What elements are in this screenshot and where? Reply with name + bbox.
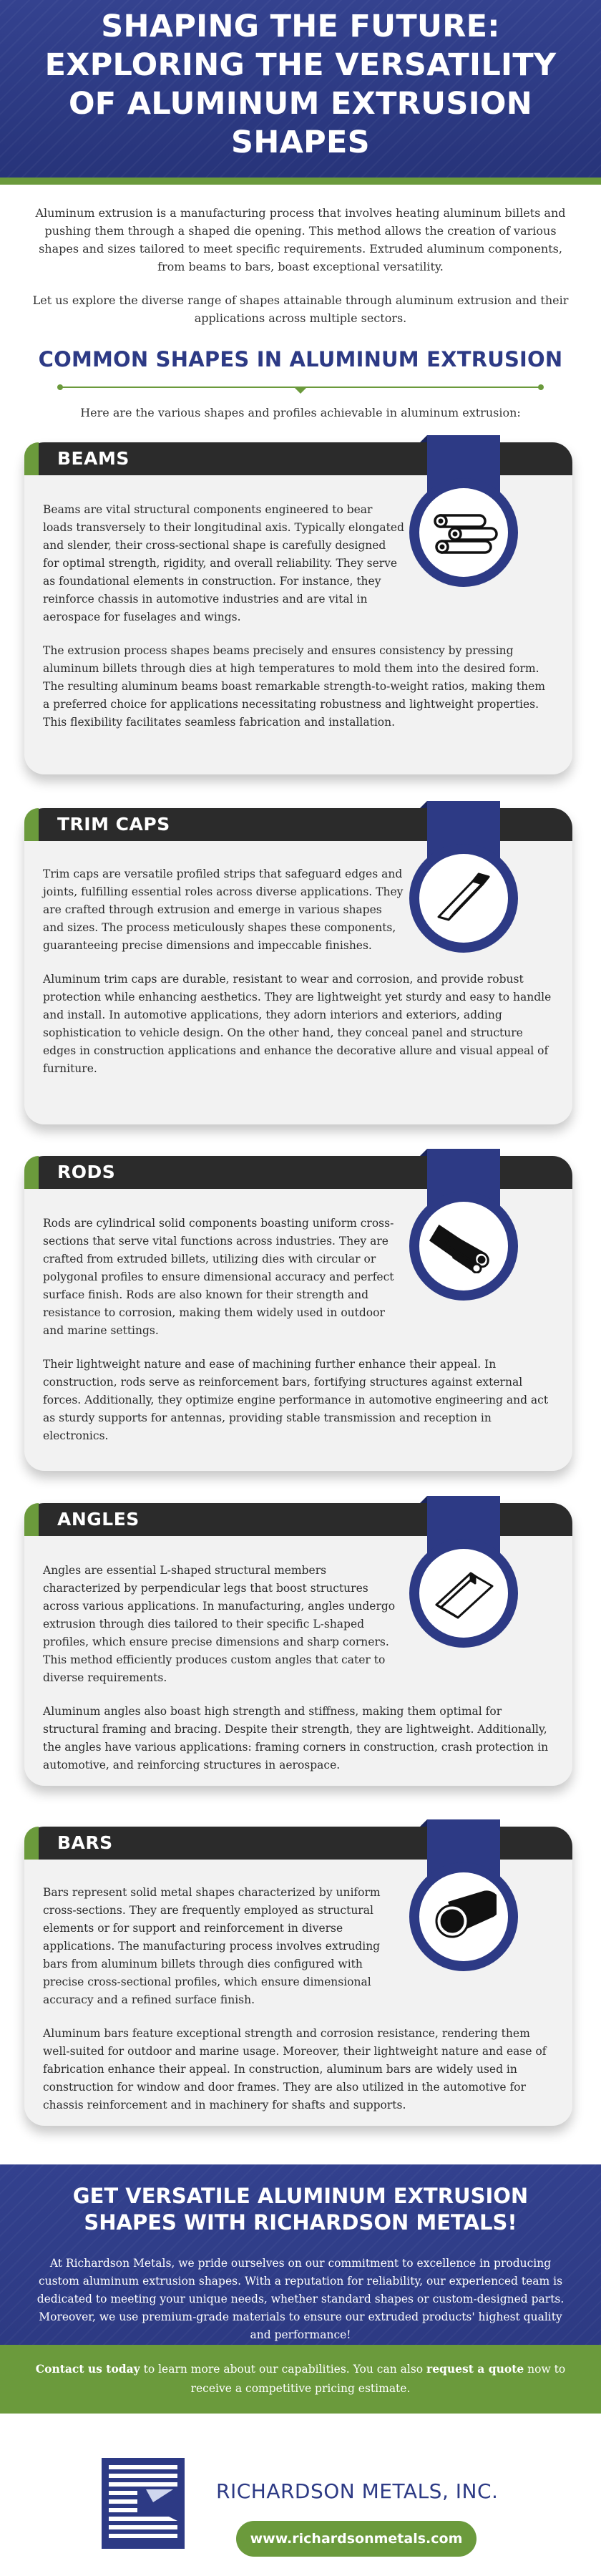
card-paragraph-2: Their lightweight nature and ease of machining further enhance their appeal. In construction, rods serve as reinforcement bars, fortifying structures against external forces. Additionally, they optimize engine performance in automotive engineering and act as sturdy supports for antennas, providing stable transmission and reception in electronics.	[43, 1358, 549, 1442]
card-rods	[24, 1156, 572, 1471]
card-title: RODS	[57, 1162, 116, 1182]
card-tab-accent	[24, 442, 39, 475]
card-title: TRIM CAPS	[57, 814, 170, 835]
section-heading: COMMON SHAPES IN ALUMINUM EXTRUSION	[38, 347, 563, 371]
heading-divider	[60, 387, 541, 388]
contact-us-link[interactable]: Contact us today	[35, 2362, 140, 2376]
contact-text-part-2: now to receive a competitive pricing estimate.	[190, 2363, 566, 2395]
page-title: SHAPING THE FUTURE: EXPLORING THE VERSATILITY OF ALUMINUM EXTRUSION SHAPES	[44, 9, 557, 160]
ribbon-fold	[420, 801, 427, 808]
card-body	[43, 865, 555, 1078]
cta-title: GET VERSATILE ALUMINUM EXTRUSION SHAPES WITH RICHARDSON METALS!	[72, 2184, 529, 2235]
ribbon-fold	[420, 1149, 427, 1156]
card-beams	[24, 442, 572, 774]
divider-dot-right	[538, 384, 544, 390]
intro-paragraph-2: Let us explore the diverse range of shapes attainable through aluminum extrusion and their applications across multiple sectors.	[32, 293, 569, 325]
contact-bar	[0, 2345, 601, 2414]
cta-text: At Richardson Metals, we pride ourselves on our commitment to excellence in producing custom aluminum extrusion shapes. With a reputation for reliability, our experienced team is dedicated to meeting your unique needs, whether standard shapes or custom-designed parts. Moreover, we use premium-grade materials to ensure our extruded products' highest quality and performance!	[36, 2257, 565, 2341]
card-paragraph-1: Angles are essential L-shaped structural members characterized by perpendicular legs that boost structures across various applications. In manufacturing, angles undergo extrusion through dies tailored to their specific L-shaped profiles, which ensure precise dimensions and sharp corners. This method efficiently produces custom angles that cater to diverse requirements.	[43, 1564, 396, 1684]
card-trim-caps	[24, 808, 572, 1124]
contact-text-part-1: to learn more about our capabilities. You can also	[140, 2363, 427, 2376]
card-angles	[24, 1503, 572, 1786]
card-title: BARS	[57, 1832, 113, 1853]
ribbon-fold	[420, 1496, 427, 1503]
divider-pointer	[293, 387, 308, 394]
card-paragraph-1: Beams are vital structural components engineered to bear loads transversely to their longitudinal axis. Typically elongated and slender, their cross-sectional shape is carefully designed for optimal strength, rigidity, and overall reliability. They serve as foundational elements in construction. For instance, they reinforce chassis in automotive industries and are vital in aerospace for fuselages and wings.	[43, 503, 404, 623]
contact-text	[29, 2359, 572, 2398]
website-link-button[interactable]: www.richardsonmetals.com	[236, 2521, 477, 2557]
hero-accent-stripe	[0, 178, 601, 185]
card-body	[43, 1215, 555, 1445]
card-paragraph-2: The extrusion process shapes beams precisely and ensures consistency by pressing aluminum billets through dies at high temperatures to mold them into the desired form. The resulting aluminum beams boast remarkable strength-to-weight ratios, making them a preferred choice for applications necessitating robustness and lightweight properties. This flexibility facilitates seamless fabrication and installation.	[43, 644, 545, 729]
card-paragraph-1: Rods are cylindrical solid components boasting uniform cross-sections that serve vital functions across industries. They are crafted from extruded billets, utilizing dies with circular or polygonal profiles to ensure dimensional accuracy and perfect surface finish. Rods are also known for their strength and resistance to corrosion, making them widely used in outdoor and marine settings.	[43, 1217, 394, 1337]
card-tab-accent	[24, 1156, 39, 1189]
footer	[0, 2414, 601, 2576]
card-bars	[24, 1827, 572, 2126]
card-paragraph-2: Aluminum angles also boast high strength and stiffness, making them optimal for structural framing and bracing. Despite their strength, they are lightweight. Additionally, the angles have various applications: framing corners in construction, crash protection in automotive, and reinforcing structures in aerospace.	[43, 1705, 549, 1771]
intro-paragraph-1: Aluminum extrusion is a manufacturing process that involves heating aluminum billets and pushing them through a shaped die opening. This method allows the creation of various shapes and sizes tailored to meet specific requirements. Extruded aluminum components, from beams to bars, boast exceptional versatility.	[35, 206, 566, 273]
card-paragraph-2: Aluminum bars feature exceptional strength and corrosion resistance, rendering them well-suited for outdoor and marine usage. Moreover, their lightweight nature and ease of fabrication enhance their appeal. In construction, aluminum bars are widely used in construction for window and door frames. They are also utilized in the automotive for chassis reinforcement and in machinery for shafts and supports.	[43, 2027, 547, 2111]
ribbon-fold	[420, 1819, 427, 1827]
card-tab-accent	[24, 808, 39, 841]
card-body	[43, 501, 555, 732]
company-logo	[102, 2458, 185, 2549]
card-paragraph-1: Bars represent solid metal shapes characterized by uniform cross-sections. They are frequently employed as structural elements or for support and reinforcement in diverse applications. The manufacturing process involves extruding bars from aluminum billets through dies configured with precise cross-sectional profiles, which ensure dimensional accuracy and a refined surface finish.	[43, 1886, 381, 2006]
card-paragraph-2: Aluminum trim caps are durable, resistant to wear and corrosion, and provide robust protection while enhancing aesthetics. They are lightweight yet sturdy and easy to handle and install. In automotive applications, they adorn interiors and exteriors, adding sophistication to vehicle design. On the other hand, they conceal panel and structure edges in construction applications and enhance the decorative allure and visual appeal of furniture.	[43, 973, 552, 1075]
card-paragraph-1: Trim caps are versatile profiled strips that safeguard edges and joints, fulfilling essential roles across diverse applications. They are crafted through extrusion and emerge in various shapes and sizes. The process meticulously shapes these components, guaranteeing precise dimensions and impeccable finishes.	[43, 867, 404, 952]
card-tab-accent	[24, 1827, 39, 1860]
ribbon-fold	[420, 435, 427, 442]
divider-dot-left	[57, 384, 63, 390]
card-body	[43, 1562, 555, 1774]
card-title: ANGLES	[57, 1509, 140, 1530]
card-title: BEAMS	[57, 448, 130, 469]
card-tab-accent	[24, 1503, 39, 1536]
intro	[29, 204, 572, 327]
section-subtitle: Here are the various shapes and profiles achievable in aluminum extrusion:	[80, 406, 521, 419]
card-body	[43, 1884, 555, 2114]
hero-banner	[0, 0, 601, 178]
request-quote-link[interactable]: request a quote	[426, 2362, 524, 2376]
company-name: RICHARDSON METALS, INC.	[216, 2479, 499, 2503]
